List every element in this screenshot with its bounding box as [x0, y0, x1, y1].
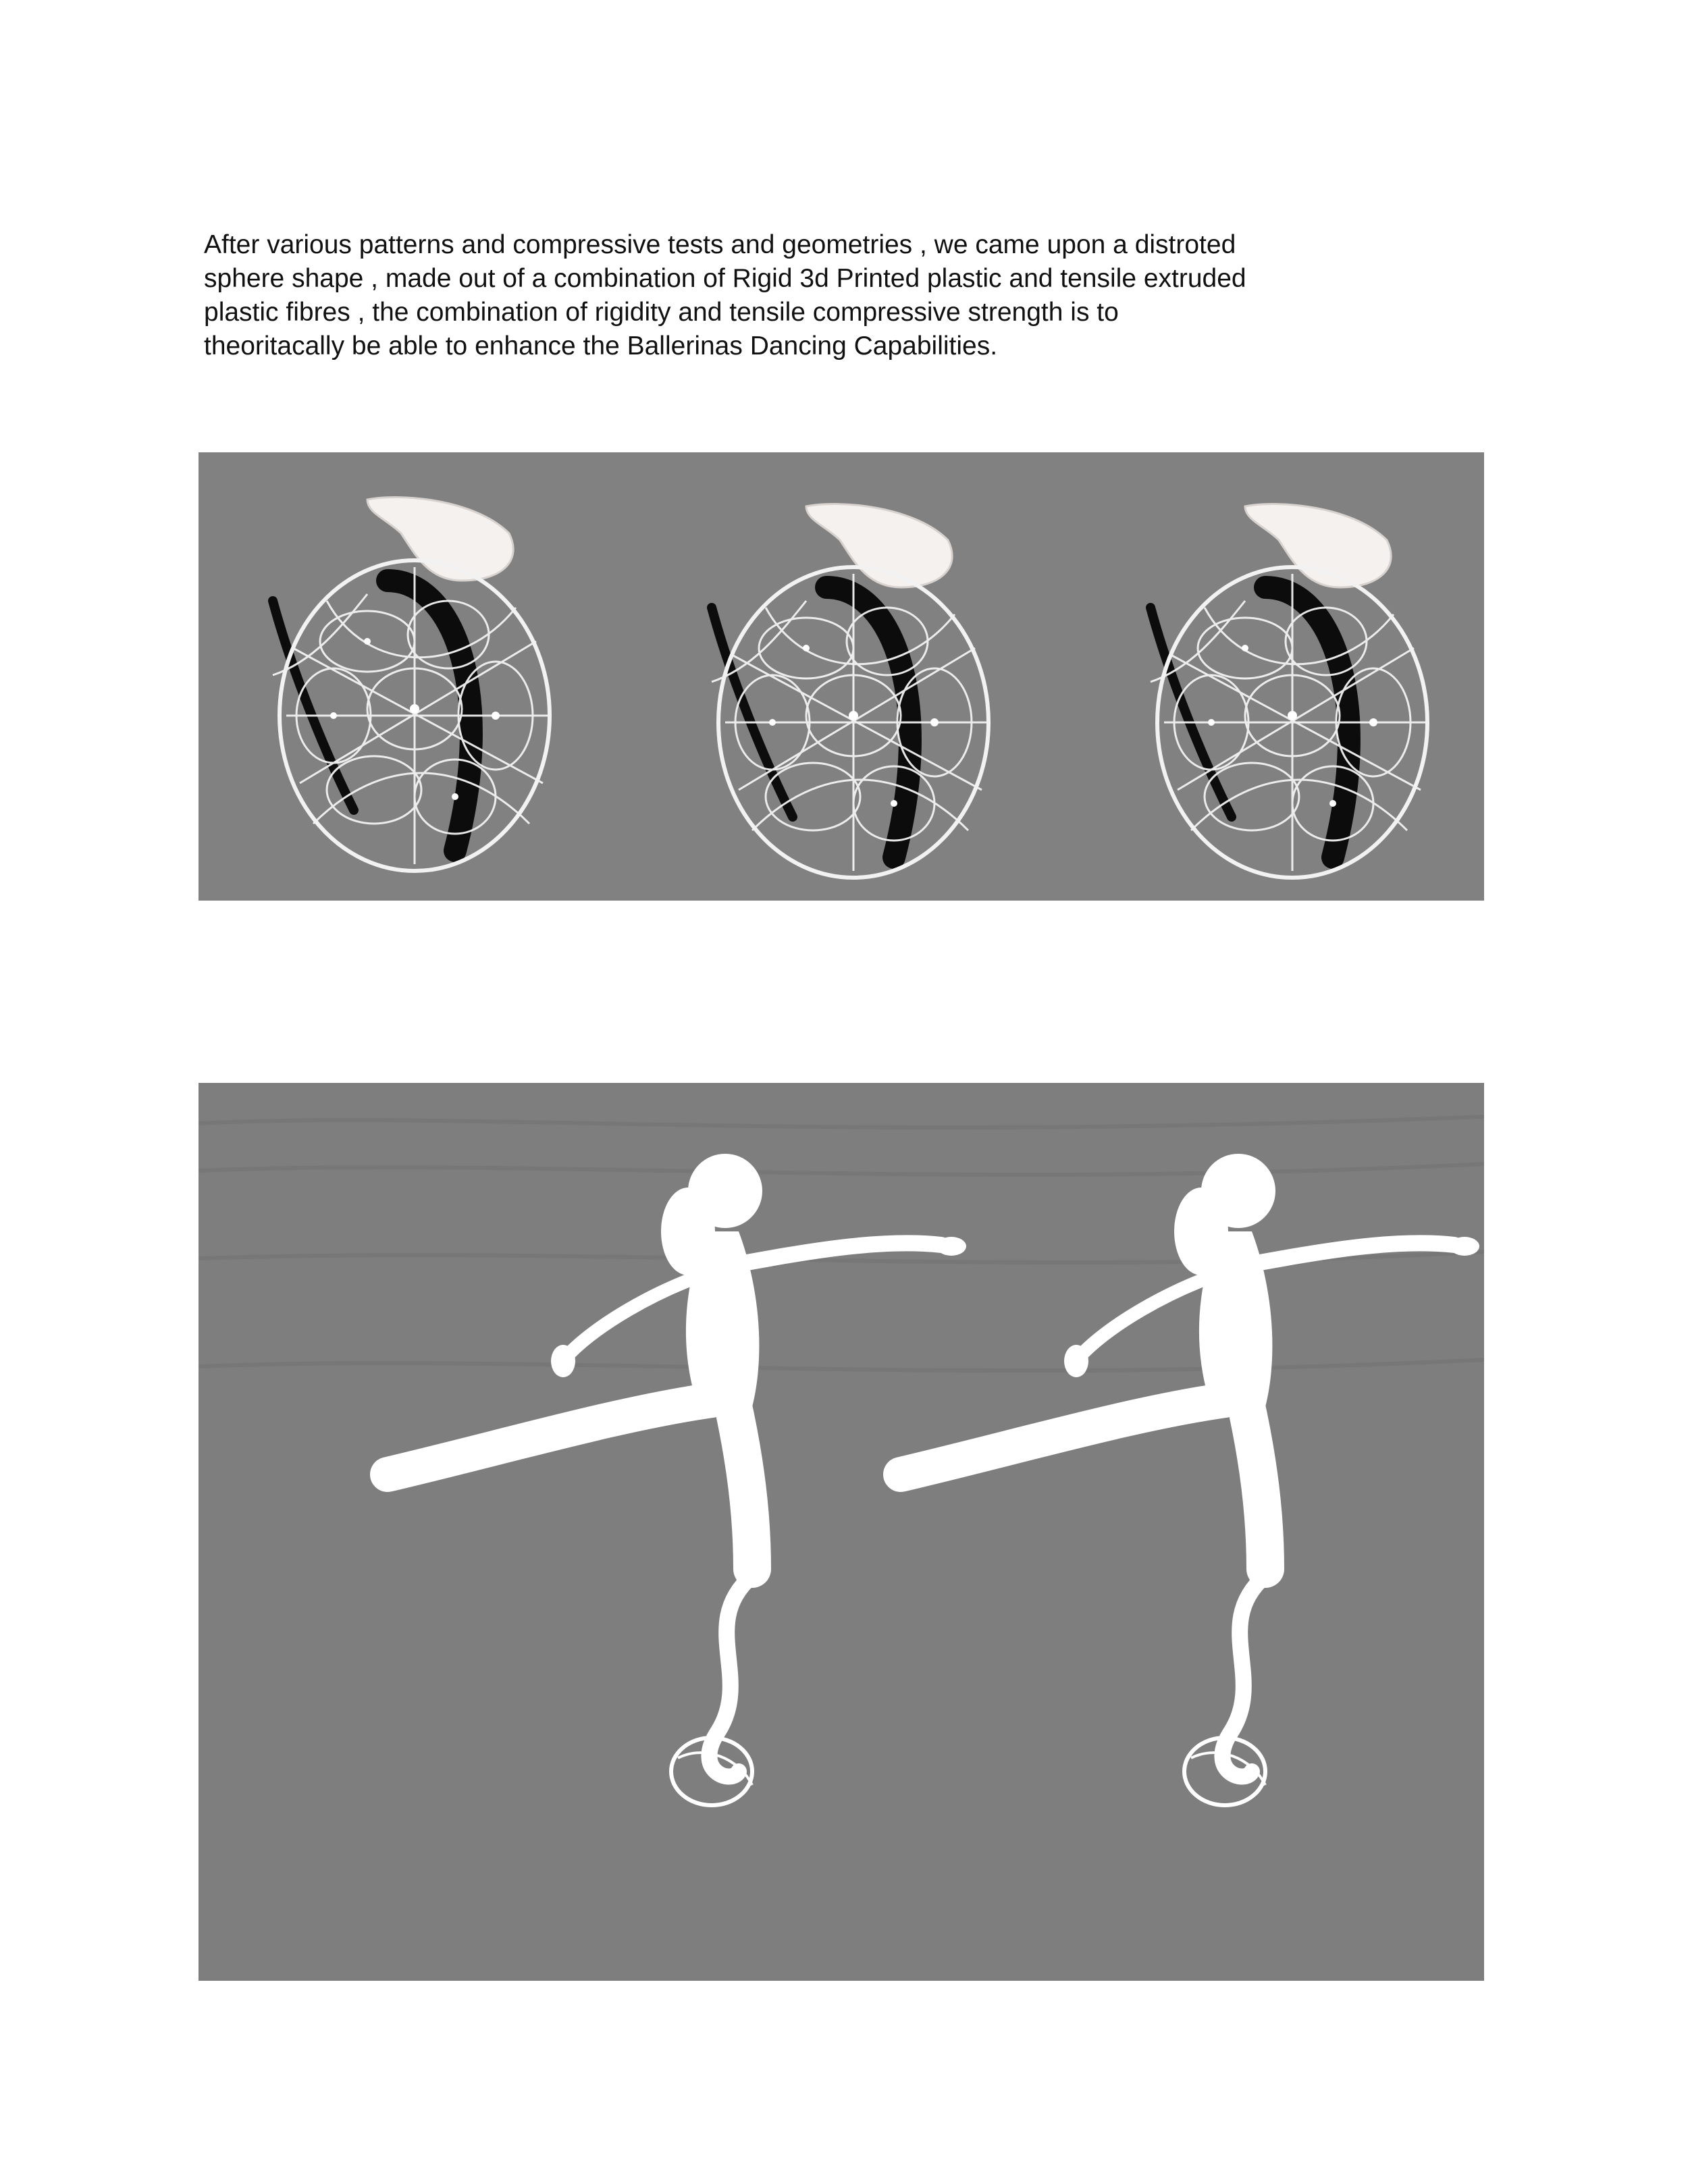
sphere-renders-image: [199, 452, 1484, 901]
description-paragraph: [204, 228, 1352, 363]
description-line-4: theoritacally be able to enhance the Ballerinas Dancing Capabilities.: [204, 331, 998, 361]
description-line-3: plastic fibres , the combination of rigidity and tensile compressive strength is to: [204, 298, 1119, 327]
sphere-render-3: [1151, 504, 1427, 878]
sphere-renders-panel: [199, 452, 1484, 901]
description-line-2: sphere shape , made out of a combination of Rigid 3d Printed plastic and tensile extruded: [204, 264, 1246, 293]
ballerina-image: [199, 1083, 1484, 1981]
sphere-render-1: [273, 498, 550, 871]
sphere-render-2: [712, 504, 988, 878]
description-line-1: After various patterns and compressive tests and geometries , we came upon a distroted: [204, 230, 1236, 259]
ballerina-panel: [199, 1083, 1484, 1981]
